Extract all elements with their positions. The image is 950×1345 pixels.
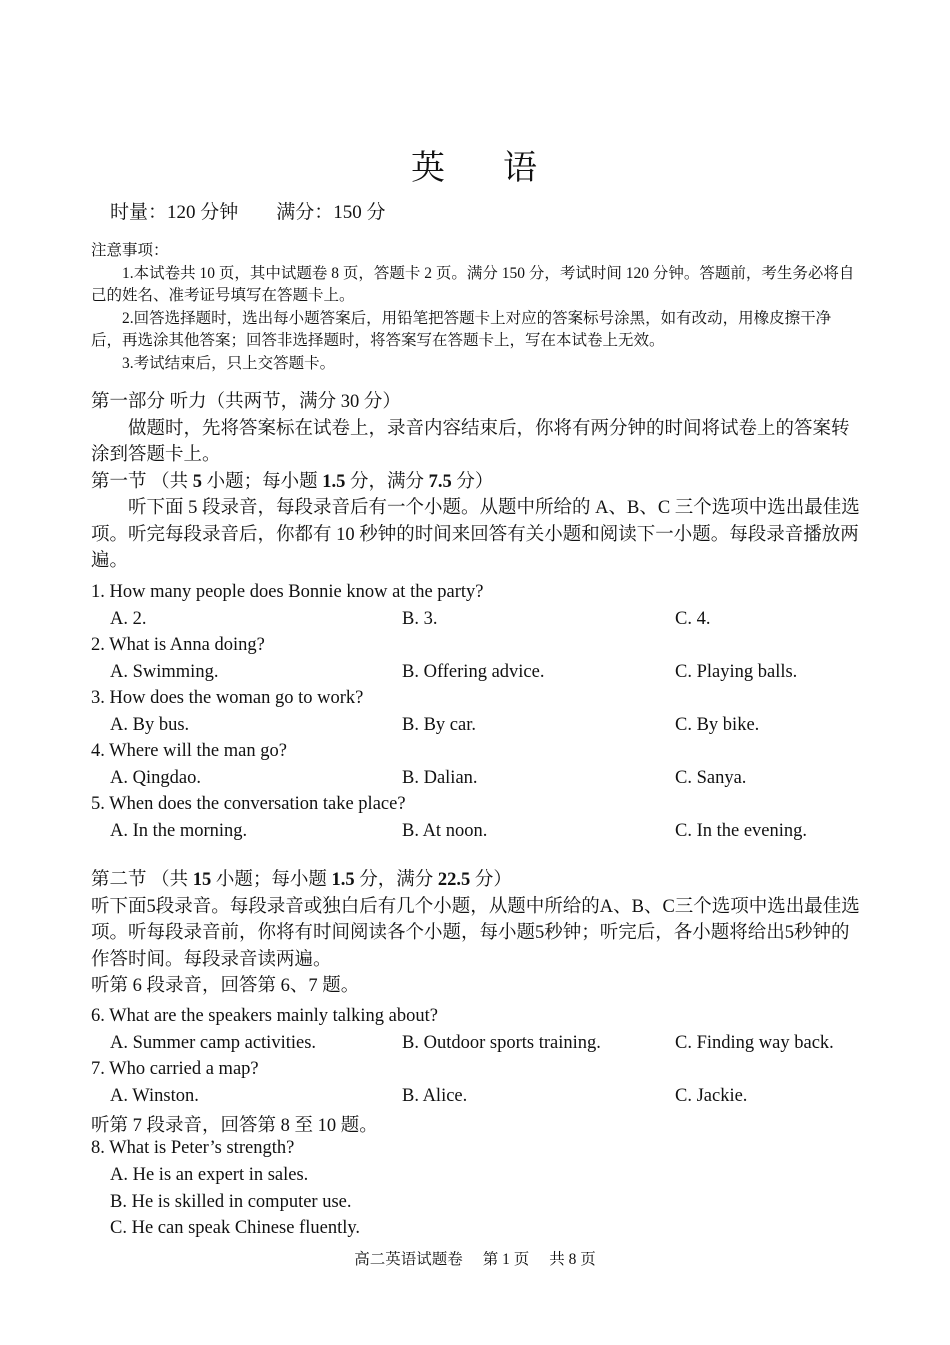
section2-intro: 听下面5段录音。每段录音或独白后有几个小题，从题中所给的A、B、C三个选项中选出最佳选项。听每段录音前，你将有时间阅读各个小题，每小题5秒钟；听完后，各小题将给出5秒钟的作答时间。每段录音读两遍。	[91, 896, 860, 970]
question-stem: 1. How many people does Bonnie know at the party?	[91, 582, 484, 602]
title-char-1: 英	[411, 150, 447, 187]
option-c: C. Finding way back.	[675, 1033, 834, 1053]
option-a: A. In the morning.	[110, 821, 248, 841]
option-c: C. 4.	[675, 609, 711, 629]
notes-block	[91, 240, 861, 375]
page-footer	[0, 1247, 950, 1269]
part1-intro: 做题时，先将答案标在试卷上，录音内容结束后，你将有两分钟的时间将试卷上的答案转涂到答题卡上。	[91, 418, 850, 465]
option-b: B. Dalian.	[402, 768, 478, 788]
question-stem: 7. Who carried a map?	[91, 1059, 259, 1079]
section1-intro: 听下面 5 段录音，每段录音后有一个小题。从题中所给的 A、B、C 三个选项中选出最佳选项。听完每段录音后，你都有 10 秒钟的时间来回答有关小题和阅读下一小题。每段录音播放两遍。	[91, 498, 860, 571]
part1-heading: 第一部分 听力（共两节，满分 30 分）	[91, 392, 401, 412]
option-c: C. He can speak Chinese fluently.	[110, 1218, 361, 1238]
exam-score: 满分：150 分	[276, 202, 386, 223]
option-a: A. He is an expert in sales.	[110, 1165, 309, 1185]
question-stem: 5. When does the conversation take place?	[91, 794, 406, 814]
option-c: C. Playing balls.	[675, 662, 798, 682]
option-b: B. Offering advice.	[402, 662, 545, 682]
title-char-2: 语	[503, 150, 539, 187]
question-stem: 3. How does the woman go to work?	[91, 688, 364, 708]
part1-block	[91, 389, 864, 575]
footer-page: 第 1 页	[482, 1251, 530, 1268]
option-a: A. Summer camp activities.	[110, 1033, 317, 1053]
question-stem: 4. Where will the man go?	[91, 741, 287, 761]
option-c: C. By bike.	[675, 715, 760, 735]
section2-block	[91, 867, 864, 1000]
footer-total: 共 8 页	[549, 1251, 596, 1268]
question-stem: 2. What is Anna doing?	[91, 635, 265, 655]
question-stem: 8. What is Peter’s strength?	[91, 1138, 295, 1158]
notes-heading: 注意事项：	[91, 242, 169, 259]
option-a: A. Winston.	[110, 1086, 199, 1106]
section1-heading: 第一节 （共 5 小题；每小题 1.5 分，满分 7.5 分）	[91, 471, 494, 492]
option-b: B. Alice.	[402, 1086, 468, 1106]
section2-heading: 第二节 （共 15 小题；每小题 1.5 分，满分 22.5 分）	[91, 870, 512, 890]
option-b: B. He is skilled in computer use.	[110, 1192, 352, 1212]
question-stem: 6. What are the speakers mainly talking about?	[91, 1006, 438, 1026]
option-b: B. Outdoor sports training.	[402, 1033, 601, 1053]
option-c: C. Sanya.	[675, 768, 747, 788]
footer-name: 高二英语试题卷	[354, 1251, 463, 1268]
note-item: 1.本试卷共 10 页，其中试题卷 8 页，答题卡 2 页。满分 150 分，考试时间 120 分钟。答题前，考生务必将自己的姓名、准考证号填写在答题卡上。	[91, 264, 855, 304]
option-a: A. By bus.	[110, 715, 190, 735]
exam-meta	[110, 197, 386, 224]
option-b: B. By car.	[402, 715, 476, 735]
option-c: C. In the evening.	[675, 821, 808, 841]
option-c: C. Jackie.	[675, 1086, 748, 1106]
group-instruction: 听第 6 段录音，回答第 6、7 题。	[91, 976, 360, 996]
page-title	[0, 140, 950, 189]
note-item: 3.考试结束后，只上交答题卡。	[122, 354, 336, 372]
option-a: A. Qingdao.	[110, 768, 201, 788]
option-b: B. 3.	[402, 609, 438, 629]
group-instruction: 听第 7 段录音，回答第 8 至 10 题。	[91, 1116, 378, 1136]
option-b: B. At noon.	[402, 821, 488, 841]
option-a: A. 2.	[110, 609, 147, 629]
option-a: A. Swimming.	[110, 662, 219, 682]
exam-time: 时量：120 分钟	[110, 202, 239, 223]
note-item: 2.回答选择题时，选出每小题答案后，用铅笔把答题卡上对应的答案标号涂黑，如有改动，用橡皮擦干净后，再选涂其他答案；回答非选择题时，将答案写在答题卡上，写在本试卷上无效。	[91, 309, 832, 349]
